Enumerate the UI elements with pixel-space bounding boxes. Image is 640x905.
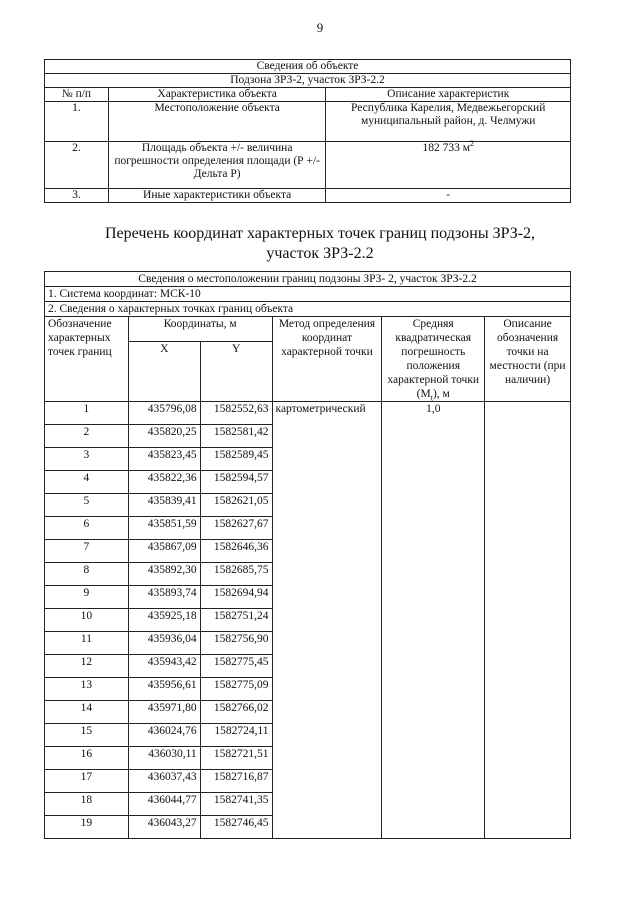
coord-y: 1582627,67 <box>200 517 272 540</box>
coord-y: 1582685,75 <box>200 563 272 586</box>
coord-y: 1582716,87 <box>200 770 272 793</box>
coords-title-line1: Перечень координат характерных точек границ подзоны ЗРЗ-2, <box>104 225 536 242</box>
header-num: № п/п <box>45 88 109 102</box>
coord-x: 436037,43 <box>128 770 200 793</box>
coord-y: 1582756,90 <box>200 632 272 655</box>
row-num: 2. <box>45 142 109 189</box>
coord-x: 435867,09 <box>128 540 200 563</box>
point-number: 13 <box>45 678 129 701</box>
object-info-subtitle: Подзона ЗРЗ-2, участок ЗРЗ-2.2 <box>45 74 571 88</box>
object-info-title: Сведения об объекте <box>45 60 571 74</box>
coord-x: 435851,59 <box>128 517 200 540</box>
point-number: 6 <box>45 517 129 540</box>
row-characteristic: Площадь объекта +/- величина погрешности определения площади (Р +/- Дельта Р) <box>108 142 326 189</box>
coordinate-system: 1. Система координат: МСК-10 <box>45 287 571 302</box>
header-characteristic: Характеристика объекта <box>108 88 326 102</box>
coord-y: 1582621,05 <box>200 494 272 517</box>
header-error-end: ), м <box>432 388 450 400</box>
point-number: 1 <box>45 402 129 425</box>
header-x: X <box>128 342 200 402</box>
object-info-table <box>44 59 571 203</box>
row-description <box>326 139 571 189</box>
coord-x: 436043,27 <box>128 816 200 839</box>
coord-y: 1582594,57 <box>200 471 272 494</box>
coord-y: 1582751,24 <box>200 609 272 632</box>
area-value: 182 733 м <box>422 142 470 154</box>
point-number: 14 <box>45 701 129 724</box>
coord-y: 1582775,09 <box>200 678 272 701</box>
header-error <box>382 317 485 402</box>
header-coordinates: Координаты, м <box>128 317 272 342</box>
header-point-description: Описание обозначения точки на местности (при наличии) <box>485 317 571 402</box>
header-error-sub: t <box>430 393 433 403</box>
coord-x: 436024,76 <box>128 724 200 747</box>
coord-y: 1582721,51 <box>200 747 272 770</box>
coord-y: 1582775,45 <box>200 655 272 678</box>
coord-x: 436030,11 <box>128 747 200 770</box>
point-number: 18 <box>45 793 129 816</box>
coord-y: 1582589,45 <box>200 448 272 471</box>
points-section-title: 2. Сведения о характерных точках границ объекта <box>45 302 571 317</box>
point-number: 5 <box>45 494 129 517</box>
point-number: 19 <box>45 816 129 839</box>
method-value: картометрический <box>272 402 382 839</box>
coords-title-line2: участок ЗРЗ-2.2 <box>266 245 374 262</box>
coord-x: 435956,61 <box>128 678 200 701</box>
header-point: Обозначение характерных точек границ <box>45 317 129 402</box>
point-description <box>485 402 571 839</box>
coord-y: 1582746,45 <box>200 816 272 839</box>
coord-y: 1582581,42 <box>200 425 272 448</box>
row-characteristic: Местоположение объекта <box>108 102 326 142</box>
table-row <box>45 402 571 425</box>
coord-x: 435925,18 <box>128 609 200 632</box>
error-value: 1,0 <box>382 402 485 839</box>
coord-x: 435796,08 <box>128 402 200 425</box>
point-number: 11 <box>45 632 129 655</box>
coord-y: 1582694,94 <box>200 586 272 609</box>
coord-x: 435823,45 <box>128 448 200 471</box>
point-number: 17 <box>45 770 129 793</box>
point-number: 7 <box>45 540 129 563</box>
coord-x: 435971,80 <box>128 701 200 724</box>
coords-list-title <box>0 224 640 264</box>
point-number: 16 <box>45 747 129 770</box>
coord-x: 435820,25 <box>128 425 200 448</box>
header-error-text: Средняя квадратическая погрешность положения характерной точки (M <box>387 318 480 400</box>
coord-x: 436044,77 <box>128 793 200 816</box>
point-number: 12 <box>45 655 129 678</box>
coord-x: 435936,04 <box>128 632 200 655</box>
coord-x: 435822,36 <box>128 471 200 494</box>
point-number: 4 <box>45 471 129 494</box>
header-y: Y <box>200 342 272 402</box>
point-number: 9 <box>45 586 129 609</box>
row-description: Республика Карелия, Медвежьегорский муниципальный район, д. Челмужи <box>326 102 571 142</box>
point-number: 15 <box>45 724 129 747</box>
row-num: 3. <box>45 189 109 203</box>
area-unit-sup: 2 <box>469 139 474 149</box>
row-num: 1. <box>45 102 109 142</box>
point-number: 8 <box>45 563 129 586</box>
coord-y: 1582766,02 <box>200 701 272 724</box>
row-characteristic: Иные характеристики объекта <box>108 189 326 203</box>
point-number: 3 <box>45 448 129 471</box>
coord-y: 1582646,36 <box>200 540 272 563</box>
coord-x: 435839,41 <box>128 494 200 517</box>
point-number: 10 <box>45 609 129 632</box>
header-description: Описание характеристик <box>326 88 571 102</box>
coord-y: 1582741,35 <box>200 793 272 816</box>
coord-y: 1582724,11 <box>200 724 272 747</box>
page-number: 9 <box>316 20 324 35</box>
coord-y: 1582552,63 <box>200 402 272 425</box>
row-description: - <box>326 189 571 203</box>
coord-x: 435943,42 <box>128 655 200 678</box>
header-method: Метод определения координат характерной точки <box>272 317 382 402</box>
coord-x: 435893,74 <box>128 586 200 609</box>
coord-x: 435892,30 <box>128 563 200 586</box>
coords-table <box>44 271 571 839</box>
point-number: 2 <box>45 425 129 448</box>
coords-table-title: Сведения о местоположении границ подзоны ЗРЗ- 2, участок ЗРЗ-2.2 <box>45 272 571 287</box>
